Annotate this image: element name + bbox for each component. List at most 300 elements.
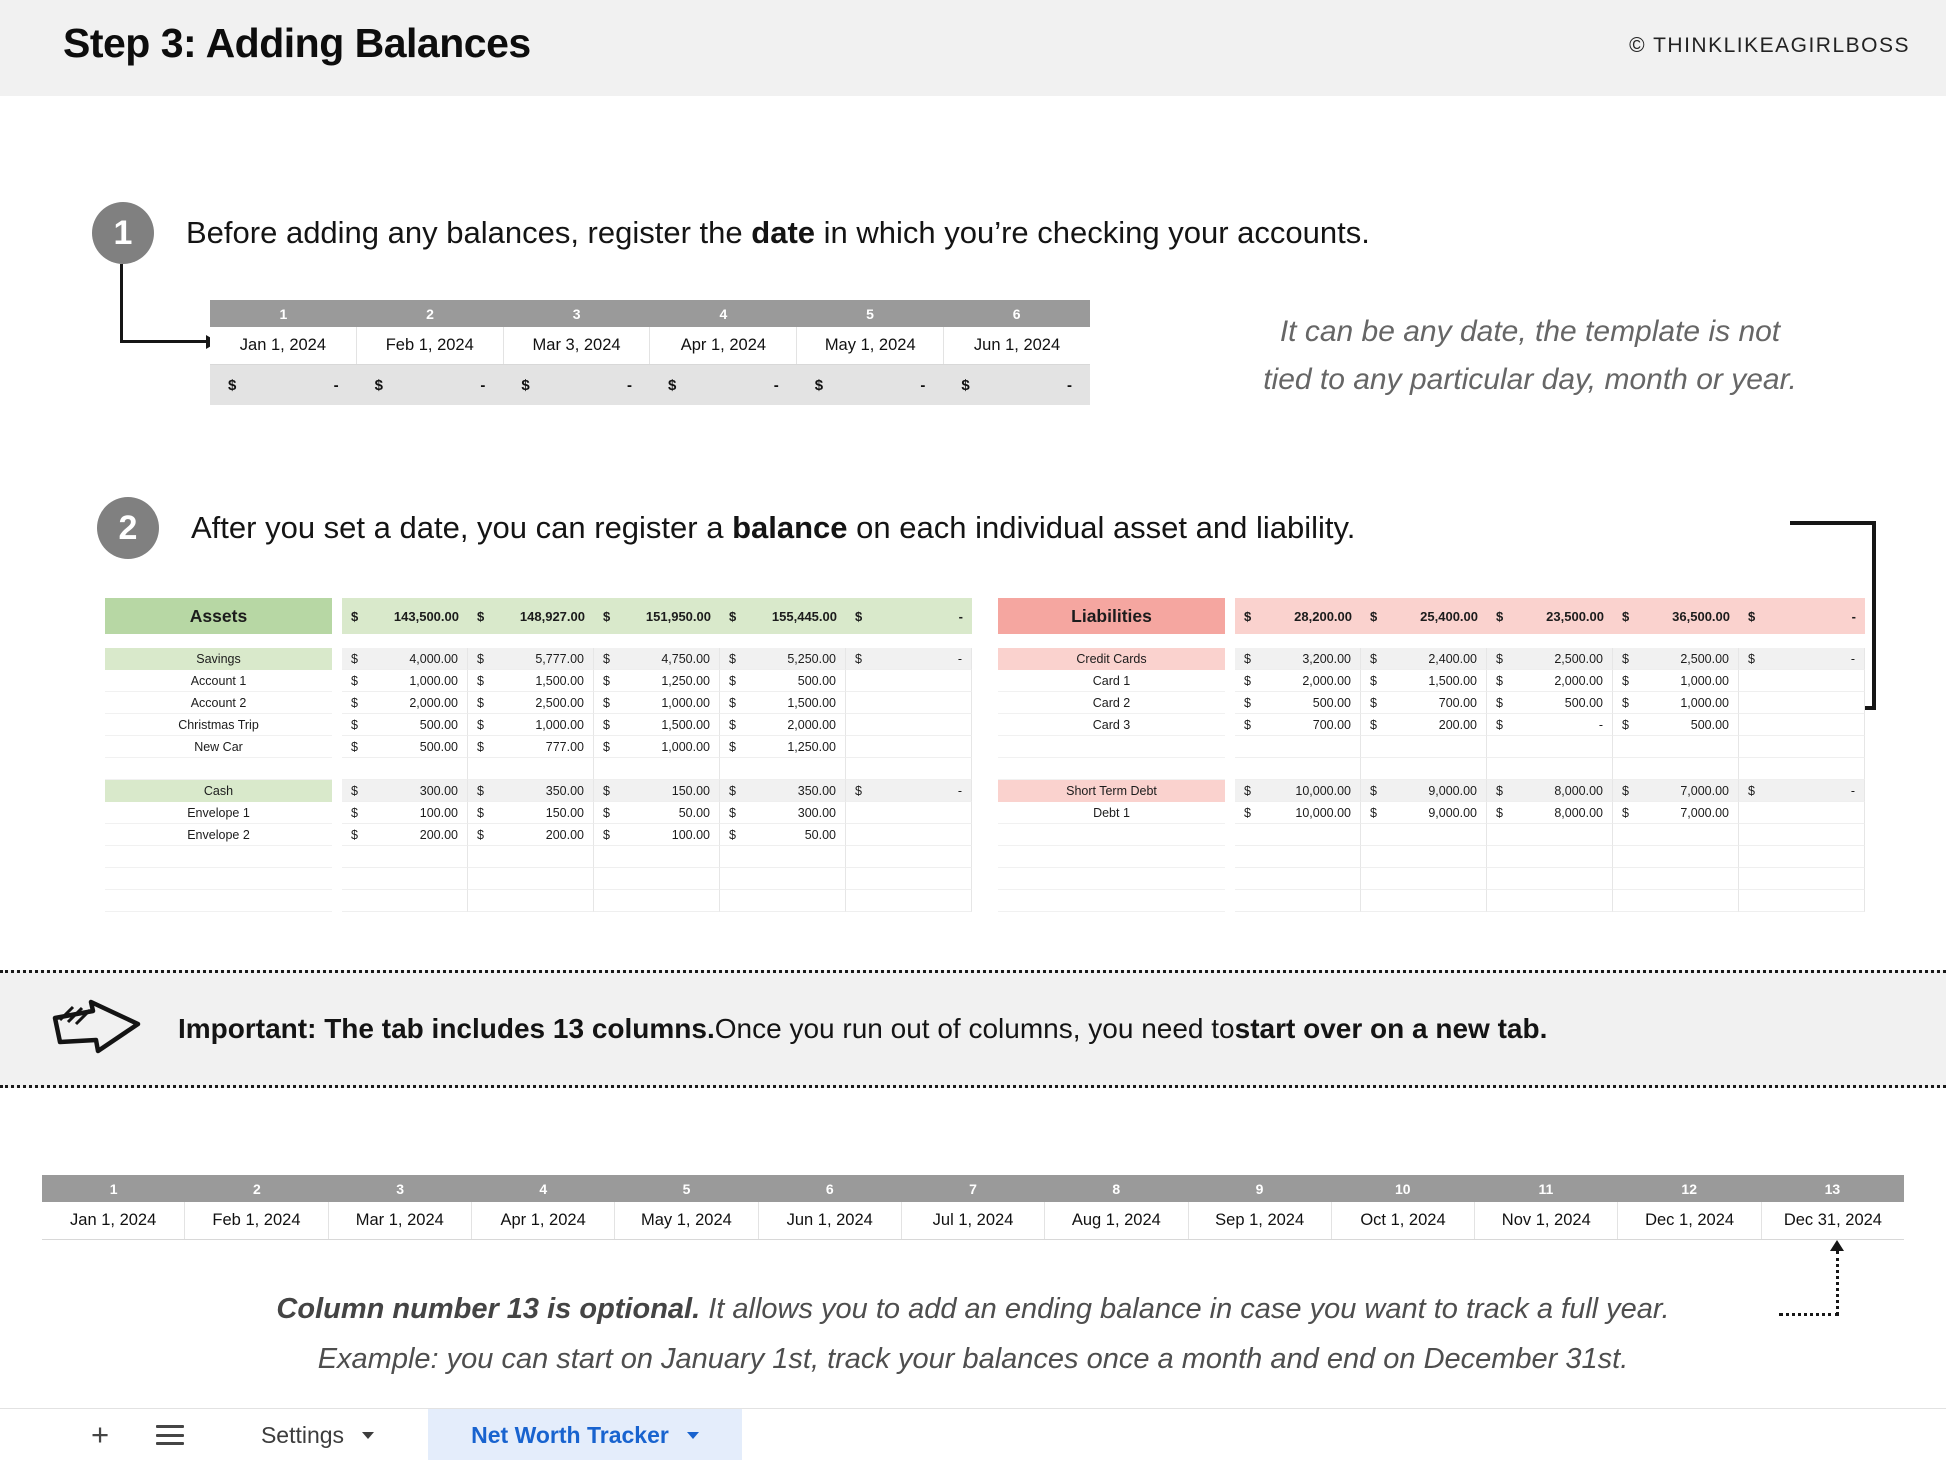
currency-symbol: $ (1496, 651, 1503, 666)
value-cell (468, 846, 594, 868)
footnote-line1-bold: Column number 13 is optional. (276, 1293, 709, 1325)
amount-value: 151,950.00 (645, 608, 711, 624)
sheet-row (105, 736, 972, 758)
amount-value: 28,200.00 (1294, 608, 1352, 624)
sheet-row (105, 868, 972, 890)
amount-value: - (957, 783, 962, 798)
currency-symbol: $ (603, 783, 610, 798)
date-note-line2: tied to any particular day, month or year. (1263, 363, 1797, 396)
value-cell (1235, 758, 1361, 780)
amount-value: 200.00 (1438, 717, 1477, 732)
value-cell (720, 802, 846, 824)
currency-symbol: $ (729, 608, 737, 624)
value-cell (468, 692, 594, 714)
value-cell (1487, 780, 1613, 802)
amount-value: - (480, 376, 486, 394)
date-cell: May 1, 2024 (797, 327, 944, 364)
value-cell (1361, 824, 1487, 846)
value-cell (594, 758, 720, 780)
amount-cell (797, 365, 944, 405)
amount-value: 7,000.00 (1680, 805, 1729, 820)
currency-symbol: $ (477, 805, 484, 820)
hamburger-icon (156, 1442, 184, 1445)
currency-symbol: $ (729, 739, 736, 754)
column-number-row (42, 1175, 1904, 1202)
currency-symbol: $ (351, 673, 358, 688)
value-cell (1487, 890, 1613, 912)
hamburger-icon (156, 1425, 184, 1428)
amount-value: 2,000.00 (787, 717, 836, 732)
currency-symbol: $ (1496, 717, 1503, 732)
value-cell (1613, 714, 1739, 736)
sheet-row (105, 692, 972, 714)
currency-symbol: $ (1622, 717, 1629, 732)
copyright-text: © THINKLIKEAGIRLBOSS (1629, 34, 1910, 57)
total-cell (1613, 598, 1739, 634)
value-cell (468, 780, 594, 802)
tab-settings[interactable] (225, 1409, 410, 1460)
currency-symbol: $ (1622, 695, 1629, 710)
column-number-cell: 3 (396, 1180, 404, 1197)
value-cell (1613, 824, 1739, 846)
sheet-row (998, 736, 1865, 758)
amount-value: 2,000.00 (1554, 673, 1603, 688)
step-2-text (191, 510, 1355, 546)
amount-value: 2,000.00 (1302, 673, 1351, 688)
sheet-header-row (998, 598, 1865, 634)
currency-symbol: $ (351, 651, 358, 666)
amount-value: 1,000.00 (409, 673, 458, 688)
total-cell (720, 598, 846, 634)
all-sheets-menu-button[interactable] (156, 1423, 184, 1447)
value-cell (1739, 802, 1865, 824)
currency-symbol: $ (477, 783, 484, 798)
value-cell (1613, 802, 1739, 824)
value-cell (1739, 780, 1865, 802)
amount-value: 100.00 (419, 805, 458, 820)
chevron-down-icon (687, 1432, 699, 1439)
value-cell (1613, 758, 1739, 780)
sheet-row (105, 648, 972, 670)
sheet-row (105, 824, 972, 846)
value-cell (342, 692, 468, 714)
amount-value: 700.00 (1438, 695, 1477, 710)
value-cell (1613, 692, 1739, 714)
amount-value: 500.00 (797, 673, 836, 688)
value-cell (846, 846, 972, 868)
row-label (998, 758, 1225, 780)
plus-icon: + (90, 1417, 110, 1452)
currency-symbol: $ (603, 739, 610, 754)
row-label (998, 890, 1225, 912)
currency-symbol: $ (1370, 695, 1377, 710)
currency-symbol: $ (1370, 805, 1377, 820)
date-cell: Oct 1, 2024 (1332, 1202, 1475, 1239)
value-cell (1235, 780, 1361, 802)
amount-value: 2,500.00 (1554, 651, 1603, 666)
column-number-cell: 5 (682, 1180, 691, 1197)
value-cell (1487, 670, 1613, 692)
currency-symbol: $ (603, 827, 610, 842)
row-label: Debt 1 (998, 802, 1225, 824)
date-cell: Apr 1, 2024 (472, 1202, 615, 1239)
amount-value: 1,000.00 (1680, 695, 1729, 710)
currency-symbol: $ (729, 827, 736, 842)
date-note (1130, 308, 1930, 404)
amount-value: 4,000.00 (409, 651, 458, 666)
date-row (42, 1202, 1904, 1240)
sheet-row (105, 758, 972, 780)
value-cell (1361, 758, 1487, 780)
value-cell (594, 714, 720, 736)
column-number-cell: 4 (719, 305, 728, 322)
value-cell (468, 670, 594, 692)
row-label (105, 758, 332, 780)
value-cell (594, 824, 720, 846)
value-cell (594, 670, 720, 692)
date-row (210, 327, 1090, 365)
row-label: Short Term Debt (998, 780, 1225, 802)
row-label: Savings (105, 648, 332, 670)
chevron-down-icon (362, 1432, 374, 1439)
value-cell (1613, 736, 1739, 758)
sheet-row (998, 846, 1865, 868)
currency-symbol: $ (855, 651, 862, 666)
amount-value: 10,000.00 (1295, 805, 1351, 820)
value-cell (342, 670, 468, 692)
sheet-row (998, 824, 1865, 846)
amount-value: 9,000.00 (1428, 783, 1477, 798)
value-cell (1361, 846, 1487, 868)
amount-value: 3,200.00 (1302, 651, 1351, 666)
amount-value: 1,500.00 (661, 717, 710, 732)
currency-symbol: $ (1244, 805, 1251, 820)
currency-symbol: $ (814, 376, 824, 394)
amount-value: 1,000.00 (661, 695, 710, 710)
step-2-text-bold: balance (732, 510, 848, 545)
sheet-title: Liabilities (998, 598, 1225, 634)
amount-value: 1,500.00 (787, 695, 836, 710)
currency-symbol: $ (729, 651, 736, 666)
currency-symbol: $ (1244, 695, 1251, 710)
amount-value: 8,000.00 (1554, 783, 1603, 798)
amount-value: 500.00 (419, 717, 458, 732)
currency-symbol: $ (729, 805, 736, 820)
currency-symbol: $ (729, 695, 736, 710)
sheet-row (998, 758, 1865, 780)
value-cell (720, 868, 846, 890)
value-cell (1487, 714, 1613, 736)
value-cell (594, 890, 720, 912)
sheet-row (105, 714, 972, 736)
date-columns-table (210, 300, 1090, 405)
amount-value: 500.00 (1564, 695, 1603, 710)
value-cell (720, 648, 846, 670)
amount-value: 1,000.00 (661, 739, 710, 754)
date-cell: Jan 1, 2024 (210, 327, 357, 364)
value-cell (720, 670, 846, 692)
currency-symbol: $ (521, 376, 530, 394)
value-cell (1613, 846, 1739, 868)
sheet-row (998, 868, 1865, 890)
amount-value: 300.00 (419, 783, 458, 798)
column-number-cell: 2 (252, 1180, 261, 1197)
assets-table (105, 598, 972, 912)
date-cell: Mar 1, 2024 (329, 1202, 472, 1239)
value-cell (846, 670, 972, 692)
column-number-cell: 9 (1255, 1180, 1264, 1197)
value-cell (594, 692, 720, 714)
total-cell (846, 598, 972, 634)
amount-value: 25,400.00 (1420, 608, 1478, 624)
value-cell (1361, 890, 1487, 912)
currency-symbol: $ (1244, 783, 1251, 798)
value-cell (1739, 736, 1865, 758)
amount-value: 155,445.00 (771, 608, 837, 624)
value-cell (1487, 868, 1613, 890)
currency-symbol: $ (1748, 608, 1756, 624)
amount-value: 2,500.00 (535, 695, 584, 710)
column-number-cell: 11 (1538, 1180, 1554, 1197)
currency-symbol: $ (351, 608, 359, 624)
value-cell (1487, 648, 1613, 670)
value-cell (1487, 824, 1613, 846)
currency-symbol: $ (603, 805, 610, 820)
amount-value: 350.00 (545, 783, 584, 798)
currency-symbol: $ (1370, 651, 1377, 666)
step-1-text-post: in which you’re checking your accounts. (815, 215, 1370, 250)
value-cell (1361, 868, 1487, 890)
banner-bold-1: Important: The tab includes 13 columns. (178, 1013, 715, 1044)
currency-symbol: $ (1496, 805, 1503, 820)
column-number-cell: 1 (279, 305, 288, 322)
currency-symbol: $ (477, 651, 484, 666)
value-cell (1739, 868, 1865, 890)
amount-value: - (1850, 783, 1855, 798)
step-2-text-post: on each individual asset and liability. (847, 510, 1356, 545)
value-cell (1613, 670, 1739, 692)
tab-net-worth-tracker[interactable] (428, 1409, 742, 1460)
currency-symbol: $ (1748, 651, 1755, 666)
add-sheet-button[interactable] (82, 1409, 118, 1460)
row-label: New Car (105, 736, 332, 758)
value-cell (342, 890, 468, 912)
amount-value: 1,250.00 (661, 673, 710, 688)
date-cell: Jun 1, 2024 (973, 336, 1061, 354)
value-cell (342, 714, 468, 736)
currency-symbol: $ (351, 717, 358, 732)
amount-value: 9,000.00 (1428, 805, 1477, 820)
important-banner (0, 970, 1946, 1088)
value-cell (1235, 736, 1361, 758)
value-cell (594, 802, 720, 824)
value-cell (1361, 714, 1487, 736)
value-cell (1739, 846, 1865, 868)
amount-value: 1,500.00 (1428, 673, 1477, 688)
amount-value: 350.00 (797, 783, 836, 798)
value-cell (1613, 780, 1739, 802)
row-label: Card 3 (998, 714, 1225, 736)
step1-connector-line (120, 340, 210, 343)
date-cell: Dec 1, 2024 (1618, 1202, 1761, 1239)
value-cell (1487, 758, 1613, 780)
date-cell: Sep 1, 2024 (1189, 1202, 1332, 1239)
page-title: Step 3: Adding Balances (63, 20, 531, 66)
value-cell (1361, 780, 1487, 802)
value-cell (342, 736, 468, 758)
amount-cell (503, 365, 650, 405)
currency-symbol: $ (1244, 673, 1251, 688)
value-cell (342, 868, 468, 890)
currency-symbol: $ (1496, 695, 1503, 710)
column-number-cell: 13 (1824, 1180, 1841, 1197)
value-cell (1361, 802, 1487, 824)
row-label: Credit Cards (998, 648, 1225, 670)
amount-value: 2,400.00 (1428, 651, 1477, 666)
row-label: Account 1 (105, 670, 332, 692)
column-number-cell: 1 (109, 1180, 118, 1197)
amount-value: 500.00 (419, 739, 458, 754)
step2-connector-line (1872, 521, 1876, 710)
amount-row (210, 365, 1090, 405)
amount-value: 500.00 (1690, 717, 1729, 732)
value-cell (846, 802, 972, 824)
value-cell (720, 846, 846, 868)
sheet-row (998, 714, 1865, 736)
column-number-row (210, 300, 1090, 327)
total-cell (1739, 598, 1865, 634)
currency-symbol: $ (351, 805, 358, 820)
row-label (998, 868, 1225, 890)
currency-symbol: $ (729, 783, 736, 798)
total-cell (468, 598, 594, 634)
value-cell (1361, 648, 1487, 670)
row-label (105, 890, 332, 912)
sheet-row (105, 846, 972, 868)
sheet-row (998, 670, 1865, 692)
value-cell (342, 780, 468, 802)
date-cell: Nov 1, 2024 (1475, 1202, 1618, 1239)
sheet-row (998, 692, 1865, 714)
total-cell (1361, 598, 1487, 634)
currency-symbol: $ (603, 695, 610, 710)
row-label: Envelope 2 (105, 824, 332, 846)
currency-symbol: $ (477, 717, 484, 732)
step-2-text-pre: After you set a date, you can register a (191, 510, 733, 545)
amount-value: 50.00 (804, 827, 836, 842)
currency-symbol: $ (855, 608, 863, 624)
currency-symbol: $ (603, 673, 610, 688)
amount-value: 2,000.00 (409, 695, 458, 710)
row-label: Cash (105, 780, 332, 802)
amount-value: 1,500.00 (535, 673, 584, 688)
amount-value: 5,777.00 (535, 651, 584, 666)
currency-symbol: $ (668, 376, 677, 394)
row-label (998, 824, 1225, 846)
value-cell (1487, 736, 1613, 758)
date-cell: Aug 1, 2024 (1045, 1202, 1188, 1239)
currency-symbol: $ (477, 739, 484, 754)
amount-value: - (333, 376, 339, 394)
currency-symbol: $ (1622, 783, 1629, 798)
value-cell (342, 648, 468, 670)
value-cell (846, 824, 972, 846)
doodle-arrow-icon (48, 995, 148, 1061)
step-1-text-bold: date (751, 215, 816, 250)
currency-symbol: $ (1496, 608, 1504, 624)
value-cell (468, 890, 594, 912)
date-cell: Dec 31, 2024 (1783, 1211, 1882, 1229)
step-1-badge: 1 (92, 202, 154, 264)
value-cell (720, 824, 846, 846)
sheet-row (998, 780, 1865, 802)
currency-symbol: $ (1244, 608, 1252, 624)
value-cell (846, 868, 972, 890)
currency-symbol: $ (1370, 608, 1378, 624)
amount-value: - (773, 376, 779, 394)
amount-value: - (1851, 608, 1856, 624)
value-cell (1235, 648, 1361, 670)
value-cell (1739, 824, 1865, 846)
amount-value: 7,000.00 (1680, 783, 1729, 798)
value-cell (846, 758, 972, 780)
currency-symbol: $ (603, 608, 611, 624)
step-2-badge: 2 (97, 497, 159, 559)
value-cell (468, 758, 594, 780)
currency-symbol: $ (1622, 673, 1629, 688)
amount-value: 50.00 (678, 805, 710, 820)
row-label: Christmas Trip (105, 714, 332, 736)
row-label: Card 2 (998, 692, 1225, 714)
value-cell (468, 802, 594, 824)
column-number-cell: 4 (539, 1180, 548, 1197)
amount-value: 1,000.00 (1680, 673, 1729, 688)
footnote-line1 (73, 1284, 1873, 1334)
amount-value: - (1067, 376, 1073, 394)
value-cell (594, 780, 720, 802)
value-cell (720, 692, 846, 714)
hamburger-icon (156, 1434, 184, 1437)
amount-value: 143,500.00 (393, 608, 459, 624)
currency-symbol: $ (1622, 651, 1629, 666)
currency-symbol: $ (1244, 717, 1251, 732)
column-number-cell: 2 (426, 305, 434, 322)
value-cell (1613, 890, 1739, 912)
date-cell: Feb 1, 2024 (185, 1202, 328, 1239)
sheet-title: Assets (105, 598, 332, 634)
sheet-row (998, 648, 1865, 670)
footnote-line2: Example: you can start on January 1st, track your balances once a month and end on December 31st. (317, 1343, 1629, 1375)
currency-symbol: $ (1748, 783, 1755, 798)
amount-value: - (627, 376, 633, 394)
column-number-cell: 12 (1681, 1180, 1697, 1197)
value-cell (1361, 692, 1487, 714)
amount-value: 4,750.00 (661, 651, 710, 666)
date-cell: Feb 1, 2024 (357, 327, 504, 364)
value-cell (342, 802, 468, 824)
currency-symbol: $ (855, 783, 862, 798)
sheet-row (105, 890, 972, 912)
value-cell (720, 780, 846, 802)
page-header (0, 0, 1946, 96)
amount-value: 36,500.00 (1672, 608, 1730, 624)
banner-mid: Once you run out of columns, you need to (714, 1013, 1235, 1044)
value-cell (1739, 758, 1865, 780)
value-cell (594, 868, 720, 890)
currency-symbol: $ (961, 376, 970, 394)
amount-value: 1,250.00 (787, 739, 836, 754)
total-cell (342, 598, 468, 634)
